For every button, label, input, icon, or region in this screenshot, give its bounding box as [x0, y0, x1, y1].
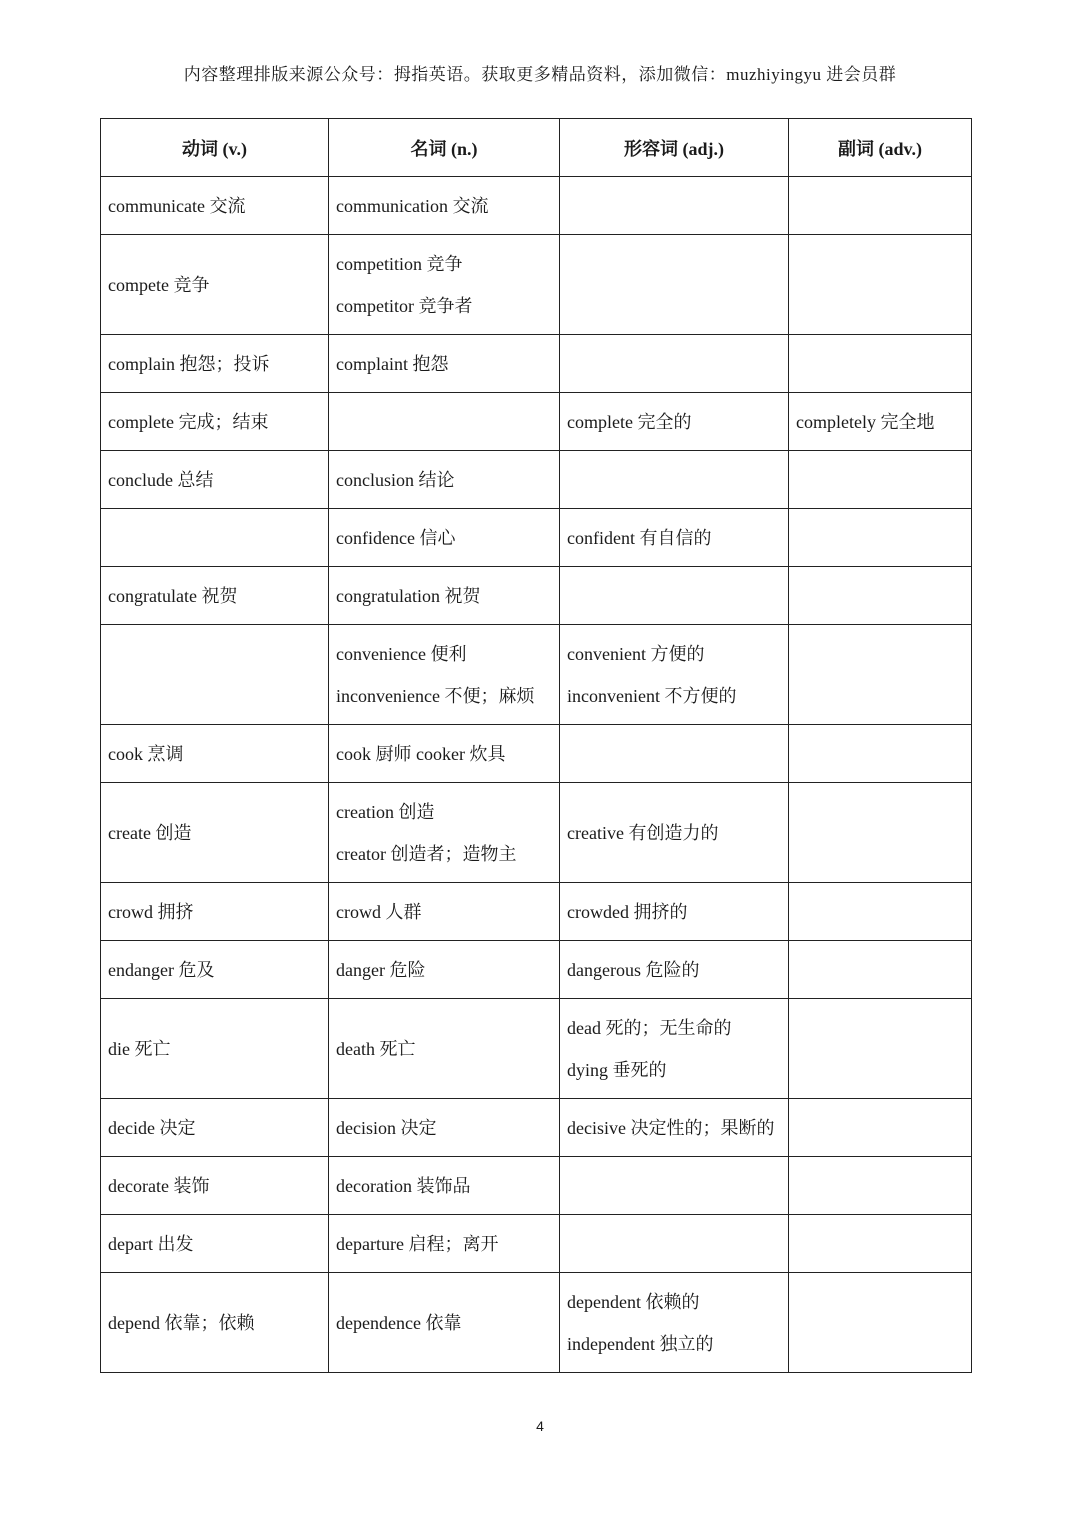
table-row	[101, 999, 972, 1099]
verb-cell	[101, 883, 329, 941]
cell-text: dying 垂死的	[567, 1059, 667, 1080]
adverb-cell	[789, 1215, 972, 1273]
cell-text: congratulation 祝贺	[336, 585, 481, 606]
table-body	[101, 177, 972, 1373]
noun-cell	[329, 509, 560, 567]
verb-cell	[101, 393, 329, 451]
table-row	[101, 1157, 972, 1215]
cell-text: die 死亡	[108, 1038, 171, 1059]
adverb-cell	[789, 177, 972, 235]
table-row	[101, 941, 972, 999]
noun-cell	[329, 625, 560, 725]
verb-cell	[101, 941, 329, 999]
cell-text: communication 交流	[336, 195, 489, 216]
adjective-cell	[560, 1215, 789, 1273]
table-row	[101, 783, 972, 883]
noun-cell	[329, 451, 560, 509]
cell-text: departure 启程；离开	[336, 1233, 499, 1254]
verb-cell	[101, 1273, 329, 1373]
column-header-verb: 动词 (v.)	[101, 119, 329, 177]
adverb-cell	[789, 1099, 972, 1157]
adjective-cell	[560, 509, 789, 567]
cell-text: convenient 方便的	[567, 643, 705, 664]
adjective-cell	[560, 1099, 789, 1157]
noun-cell	[329, 235, 560, 335]
adjective-cell	[560, 177, 789, 235]
cell-text: decision 决定	[336, 1117, 437, 1138]
adverb-cell	[789, 783, 972, 883]
noun-cell	[329, 941, 560, 999]
adverb-cell	[789, 451, 972, 509]
adjective-cell	[560, 625, 789, 725]
cell-text: creative 有创造力的	[567, 822, 719, 843]
adjective-cell	[560, 1157, 789, 1215]
table-row	[101, 235, 972, 335]
verb-cell	[101, 783, 329, 883]
adverb-cell	[789, 999, 972, 1099]
verb-cell	[101, 1215, 329, 1273]
adverb-cell	[789, 625, 972, 725]
cell-text: create 创造	[108, 822, 192, 843]
cell-text: death 死亡	[336, 1038, 416, 1059]
cell-text: confidence 信心	[336, 527, 456, 548]
noun-cell	[329, 783, 560, 883]
noun-cell	[329, 999, 560, 1099]
cell-text: competitor 竞争者	[336, 295, 473, 316]
cell-text: decorate 装饰	[108, 1175, 210, 1196]
cell-text: decisive 决定性的；果断的	[567, 1117, 775, 1138]
cell-text: creation 创造	[336, 801, 435, 822]
verb-cell	[101, 177, 329, 235]
table-row	[101, 725, 972, 783]
cell-text: crowd 拥挤	[108, 901, 194, 922]
verb-cell	[101, 625, 329, 725]
cell-text: complaint 抱怨	[336, 353, 449, 374]
cell-text: dependent 依赖的	[567, 1291, 700, 1312]
cell-text: completely 完全地	[796, 411, 935, 432]
cell-text: competition 竞争	[336, 253, 463, 274]
adverb-cell	[789, 235, 972, 335]
table-header-row	[101, 119, 972, 177]
adjective-cell	[560, 451, 789, 509]
table-row	[101, 451, 972, 509]
adverb-cell	[789, 1157, 972, 1215]
verb-cell	[101, 335, 329, 393]
verb-cell	[101, 567, 329, 625]
table-row	[101, 567, 972, 625]
adjective-cell	[560, 335, 789, 393]
adverb-cell	[789, 509, 972, 567]
adjective-cell	[560, 725, 789, 783]
cell-text: depart 出发	[108, 1233, 194, 1254]
cell-text: decide 决定	[108, 1117, 196, 1138]
cell-text: decoration 装饰品	[336, 1175, 471, 1196]
cell-text: endanger 危及	[108, 959, 215, 980]
cell-text: cook 烹调	[108, 743, 184, 764]
table-row	[101, 335, 972, 393]
verb-cell	[101, 509, 329, 567]
cell-text: complete 完成；结束	[108, 411, 269, 432]
table-row	[101, 625, 972, 725]
adverb-cell	[789, 335, 972, 393]
noun-cell	[329, 725, 560, 783]
column-header-adverb: 副词 (adv.)	[789, 119, 972, 177]
adverb-cell	[789, 941, 972, 999]
noun-cell	[329, 335, 560, 393]
cell-text: cook 厨师 cooker 炊具	[336, 743, 506, 764]
adjective-cell	[560, 1273, 789, 1373]
cell-text: compete 竞争	[108, 274, 210, 295]
cell-text: creator 创造者；造物主	[336, 843, 517, 864]
verb-cell	[101, 235, 329, 335]
adverb-cell	[789, 883, 972, 941]
verb-cell	[101, 999, 329, 1099]
adjective-cell	[560, 235, 789, 335]
noun-cell	[329, 1157, 560, 1215]
adjective-cell	[560, 783, 789, 883]
adjective-cell	[560, 941, 789, 999]
cell-text: dependence 依靠	[336, 1312, 462, 1333]
column-header-adjective: 形容词 (adj.)	[560, 119, 789, 177]
word-forms-table	[100, 118, 972, 1373]
page-number: 4	[536, 1418, 544, 1434]
table-row	[101, 509, 972, 567]
cell-text: crowded 拥挤的	[567, 901, 688, 922]
cell-text: inconvenient 不方便的	[567, 685, 737, 706]
verb-cell	[101, 1157, 329, 1215]
table-row	[101, 1215, 972, 1273]
page-header: 内容整理排版来源公众号：拇指英语。获取更多精品资料，添加微信：muzhiyingyu 进会员群	[183, 65, 897, 84]
cell-text: inconvenience 不便；麻烦	[336, 685, 535, 706]
adjective-cell	[560, 883, 789, 941]
verb-cell	[101, 451, 329, 509]
cell-text: danger 危险	[336, 959, 426, 980]
cell-text: depend 依靠；依赖	[108, 1312, 255, 1333]
column-header-noun: 名词 (n.)	[329, 119, 560, 177]
cell-text: dead 死的；无生命的	[567, 1017, 732, 1038]
noun-cell	[329, 567, 560, 625]
adverb-cell	[789, 567, 972, 625]
cell-text: complain 抱怨；投诉	[108, 353, 270, 374]
cell-text: crowd 人群	[336, 901, 422, 922]
noun-cell	[329, 177, 560, 235]
table-row	[101, 393, 972, 451]
adverb-cell	[789, 725, 972, 783]
cell-text: congratulate 祝贺	[108, 585, 238, 606]
cell-text: independent 独立的	[567, 1333, 714, 1354]
adverb-cell	[789, 393, 972, 451]
cell-text: conclude 总结	[108, 469, 214, 490]
cell-text: communicate 交流	[108, 195, 246, 216]
adjective-cell	[560, 999, 789, 1099]
noun-cell	[329, 1273, 560, 1373]
cell-text: conclusion 结论	[336, 469, 455, 490]
cell-text: confident 有自信的	[567, 527, 712, 548]
cell-text: complete 完全的	[567, 411, 692, 432]
noun-cell	[329, 1215, 560, 1273]
cell-text: dangerous 危险的	[567, 959, 700, 980]
table-row	[101, 1099, 972, 1157]
cell-text: convenience 便利	[336, 643, 467, 664]
adjective-cell	[560, 567, 789, 625]
table-row	[101, 1273, 972, 1373]
verb-cell	[101, 725, 329, 783]
adverb-cell	[789, 1273, 972, 1373]
noun-cell	[329, 393, 560, 451]
noun-cell	[329, 1099, 560, 1157]
verb-cell	[101, 1099, 329, 1157]
table-row	[101, 883, 972, 941]
noun-cell	[329, 883, 560, 941]
adjective-cell	[560, 393, 789, 451]
table-row	[101, 177, 972, 235]
